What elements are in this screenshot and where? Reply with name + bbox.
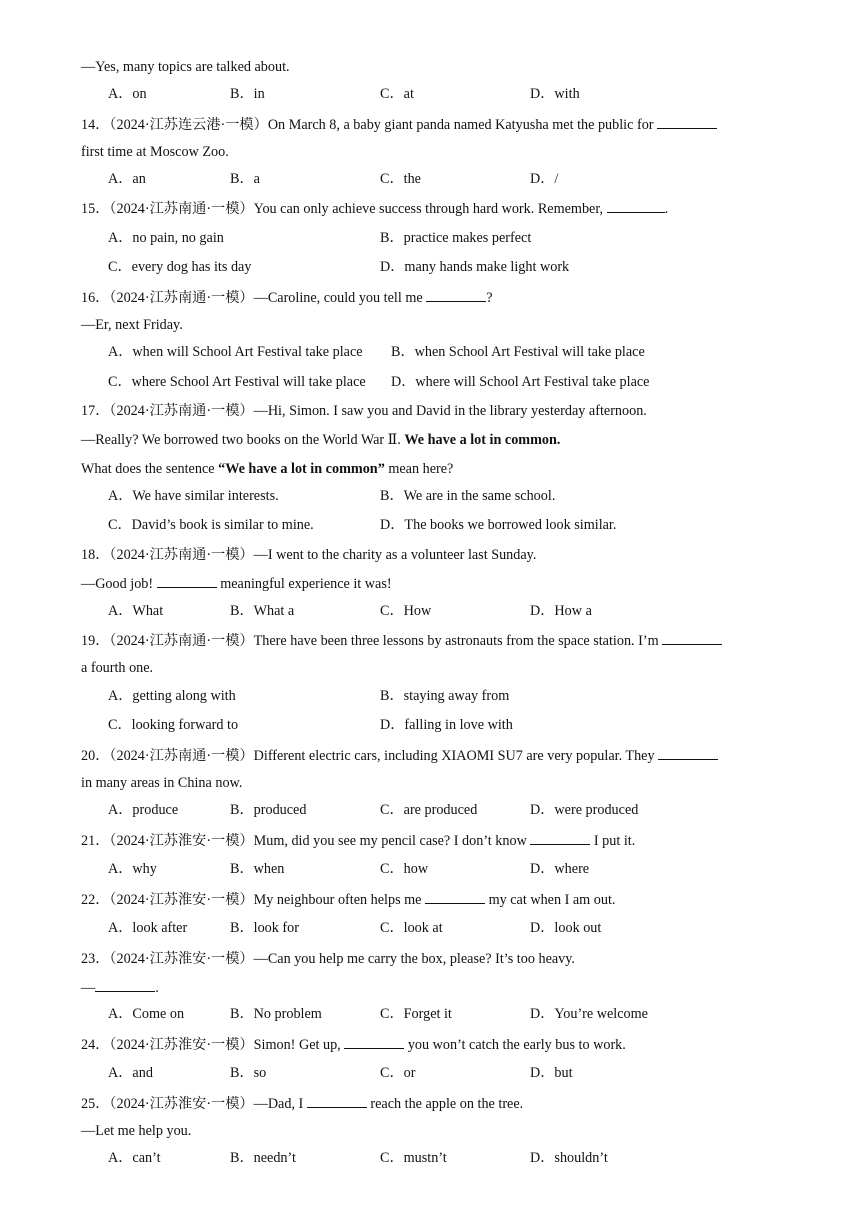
q24-option-a[interactable]: A．and — [108, 1065, 153, 1081]
q22-text-after: my cat when I am out. — [485, 892, 616, 908]
q14-option-b[interactable]: B．a — [230, 171, 260, 187]
q16-source: （2024·江苏南通·一模） — [109, 290, 254, 306]
q18-option-c[interactable]: C．How — [380, 603, 432, 619]
q21-stem — [81, 831, 635, 850]
q21-number: 21． — [81, 833, 110, 849]
q19-option-c[interactable]: C．looking forward to — [108, 717, 239, 733]
q19-option-a[interactable]: A．getting along with — [108, 688, 236, 704]
q15-stem — [81, 199, 668, 218]
q23-source: （2024·江苏淮安·一模） — [109, 951, 254, 967]
q15-option-a[interactable]: A．no pain, no gain — [108, 230, 224, 246]
q25-option-b[interactable]: B．needn’t — [230, 1150, 296, 1166]
q17-option-b[interactable]: B．We are in the same school. — [380, 488, 556, 504]
q18-option-d[interactable]: D．How a — [530, 603, 592, 619]
q17-stem — [81, 402, 647, 420]
q16-reply — [81, 316, 183, 334]
q23-option-d[interactable]: D．You’re welcome — [530, 1006, 648, 1022]
q17-reply-bold: We have a lot in common. — [404, 432, 561, 448]
q23-option-b[interactable]: B．No problem — [230, 1006, 322, 1022]
q23-option-c[interactable]: C．Forget it — [380, 1006, 452, 1022]
q15-source: （2024·江苏南通·一模） — [109, 201, 254, 217]
q15-option-b[interactable]: B．practice makes perfect — [380, 230, 532, 246]
q14-text-cont: first time at Moscow Zoo. — [81, 144, 229, 160]
q23-option-a[interactable]: A．Come on — [108, 1006, 185, 1022]
q20-stem — [81, 746, 718, 765]
q14-source: （2024·江苏连云港·一模） — [109, 117, 268, 133]
q20-text: Different electric cars, including XIAOMI SU7 are very popular. They — [253, 748, 659, 764]
q17-question-text: What does the sentence — [81, 461, 219, 477]
q25-text: —Dad, I — [253, 1096, 307, 1112]
q17-source: （2024·江苏南通·一模） — [109, 403, 254, 419]
q20-text-cont: in many areas in China now. — [81, 775, 243, 791]
q22-stem — [81, 890, 615, 909]
q25-option-a[interactable]: A．can’t — [108, 1150, 161, 1166]
q16-text-after: ? — [486, 290, 493, 306]
q25-source: （2024·江苏淮安·一模） — [109, 1096, 254, 1112]
q21-option-d[interactable]: D．where — [530, 861, 590, 877]
q24-text: Simon! Get up, — [253, 1037, 345, 1053]
q23-text: —Can you help me carry the box, please? It’s too heavy. — [253, 951, 575, 967]
q18-reply — [81, 574, 392, 593]
q23-blank — [95, 978, 155, 992]
q15-option-c[interactable]: C．every dog has its day — [108, 259, 252, 275]
q22-option-d[interactable]: D．look out — [530, 920, 602, 936]
q25-option-d[interactable]: D．shouldn’t — [530, 1150, 608, 1166]
q19-option-d[interactable]: D．falling in love with — [380, 717, 513, 733]
q24-stem — [81, 1035, 626, 1054]
q23-number: 23． — [81, 951, 110, 967]
q17-number: 17． — [81, 403, 110, 419]
q23-reply — [81, 978, 159, 997]
q20-option-d[interactable]: D．were produced — [530, 802, 639, 818]
q20-option-a[interactable]: A．produce — [108, 802, 179, 818]
q14-blank — [657, 115, 717, 129]
q22-text: My neighbour often helps me — [253, 892, 426, 908]
q17-option-a[interactable]: A．We have similar interests. — [108, 488, 279, 504]
q15-text: You can only achieve success through hard work. Remember, — [253, 201, 607, 217]
q21-text: Mum, did you see my pencil case? I don’t know — [253, 833, 531, 849]
q21-source: （2024·江苏淮安·一模） — [109, 833, 254, 849]
q14-option-c[interactable]: C．the — [380, 171, 421, 187]
q19-stem-cont — [81, 659, 153, 677]
q19-stem — [81, 631, 722, 650]
q16-option-d[interactable]: D．where will School Art Festival take place — [391, 374, 650, 390]
q22-source: （2024·江苏淮安·一模） — [109, 892, 254, 908]
q24-option-c[interactable]: C．or — [380, 1065, 416, 1081]
q22-option-c[interactable]: C．look at — [380, 920, 443, 936]
q20-stem-cont — [81, 774, 242, 792]
q24-option-d[interactable]: D．but — [530, 1065, 573, 1081]
q20-option-b[interactable]: B．produced — [230, 802, 307, 818]
q18-option-a[interactable]: A．What — [108, 603, 164, 619]
q20-source: （2024·江苏南通·一模） — [109, 748, 254, 764]
q23-stem — [81, 950, 575, 968]
q22-option-b[interactable]: B．look for — [230, 920, 299, 936]
q19-number: 19． — [81, 633, 110, 649]
q21-text-after: I put it. — [590, 833, 636, 849]
q25-text-after: reach the apple on the tree. — [366, 1096, 524, 1112]
q24-option-b[interactable]: B．so — [230, 1065, 267, 1081]
q15-text-after: . — [664, 201, 669, 217]
q17-reply — [81, 431, 560, 449]
q23-reply-after: . — [155, 980, 159, 996]
q21-option-a[interactable]: A．why — [108, 861, 157, 877]
q21-blank — [530, 831, 590, 845]
q16-option-c[interactable]: C．where School Art Festival will take place — [108, 374, 366, 390]
q17-option-d[interactable]: D．The books we borrowed look similar. — [380, 517, 617, 533]
q24-text-after: you won’t catch the early bus to work. — [404, 1037, 626, 1053]
q19-text-cont: a fourth one. — [81, 660, 154, 676]
q25-number: 25． — [81, 1096, 110, 1112]
q16-text: —Caroline, could you tell me — [253, 290, 427, 306]
q24-blank — [344, 1035, 404, 1049]
q18-stem — [81, 546, 536, 564]
q15-blank — [607, 199, 665, 213]
q14-number: 14． — [81, 117, 110, 133]
q19-source: （2024·江苏南通·一模） — [109, 633, 254, 649]
q17-text: —Hi, Simon. I saw you and David in the library yesterday afternoon. — [253, 403, 647, 419]
q14-option-a[interactable]: A．an — [108, 171, 146, 187]
q16-option-b[interactable]: B．when School Art Festival will take place — [391, 344, 645, 360]
q23-reply-dash: — — [81, 980, 96, 996]
q16-reply-text: —Er, next Friday. — [81, 317, 183, 333]
q18-option-b[interactable]: B．What a — [230, 603, 295, 619]
q22-number: 22． — [81, 892, 110, 908]
q25-reply — [81, 1122, 191, 1140]
q14-stem — [81, 115, 717, 134]
q24-source: （2024·江苏淮安·一模） — [109, 1037, 254, 1053]
q22-blank — [425, 890, 485, 904]
q21-option-b[interactable]: B．when — [230, 861, 285, 877]
q17-option-c[interactable]: C．David’s book is similar to mine. — [108, 517, 314, 533]
q18-blank — [157, 574, 217, 588]
q25-reply-text: —Let me help you. — [81, 1123, 192, 1139]
q13-option-b[interactable]: B．in — [230, 86, 265, 102]
q18-reply-after: meaningful experience it was! — [216, 576, 392, 592]
q18-text: —I went to the charity as a volunteer last Sunday. — [253, 547, 537, 563]
q15-option-d[interactable]: D．many hands make light work — [380, 259, 570, 275]
q20-option-c[interactable]: C．are produced — [380, 802, 478, 818]
q14-text: On March 8, a baby giant panda named Katyusha met the public for — [267, 117, 658, 133]
q18-source: （2024·江苏南通·一模） — [109, 547, 254, 563]
q19-text: There have been three lessons by astronauts from the space station. I’m — [253, 633, 663, 649]
q13-option-c[interactable]: C．at — [380, 86, 414, 102]
q16-option-a[interactable]: A．when will School Art Festival take place — [108, 344, 363, 360]
q20-number: 20． — [81, 748, 110, 764]
q25-blank — [307, 1094, 367, 1108]
q13-option-d[interactable]: D．with — [530, 86, 580, 102]
q13-option-a[interactable]: A．on — [108, 86, 147, 102]
q20-blank — [658, 746, 718, 760]
q25-option-c[interactable]: C．mustn’t — [380, 1150, 447, 1166]
q14-stem-cont — [81, 143, 229, 161]
q17-question-bold: “We have a lot in common” — [218, 461, 385, 477]
q25-stem — [81, 1094, 523, 1113]
q24-number: 24． — [81, 1037, 110, 1053]
q16-number: 16． — [81, 290, 110, 306]
q18-number: 18． — [81, 547, 110, 563]
q13-answer-text: —Yes, many topics are talked about. — [81, 59, 290, 75]
q15-number: 15． — [81, 201, 110, 217]
q14-option-d[interactable]: D．/ — [530, 171, 559, 187]
q19-option-b[interactable]: B．staying away from — [380, 688, 510, 704]
q16-stem — [81, 288, 493, 307]
q13-answer-line — [81, 58, 290, 76]
q17-question-after: mean here? — [384, 461, 454, 477]
q19-blank — [662, 631, 722, 645]
q17-reply-text: —Really? We borrowed two books on the World War Ⅱ. — [81, 432, 405, 448]
q18-reply-text: —Good job! — [81, 576, 157, 592]
q16-blank — [426, 288, 486, 302]
q17-question — [81, 460, 453, 478]
q21-option-c[interactable]: C．how — [380, 861, 429, 877]
q22-option-a[interactable]: A．look after — [108, 920, 188, 936]
